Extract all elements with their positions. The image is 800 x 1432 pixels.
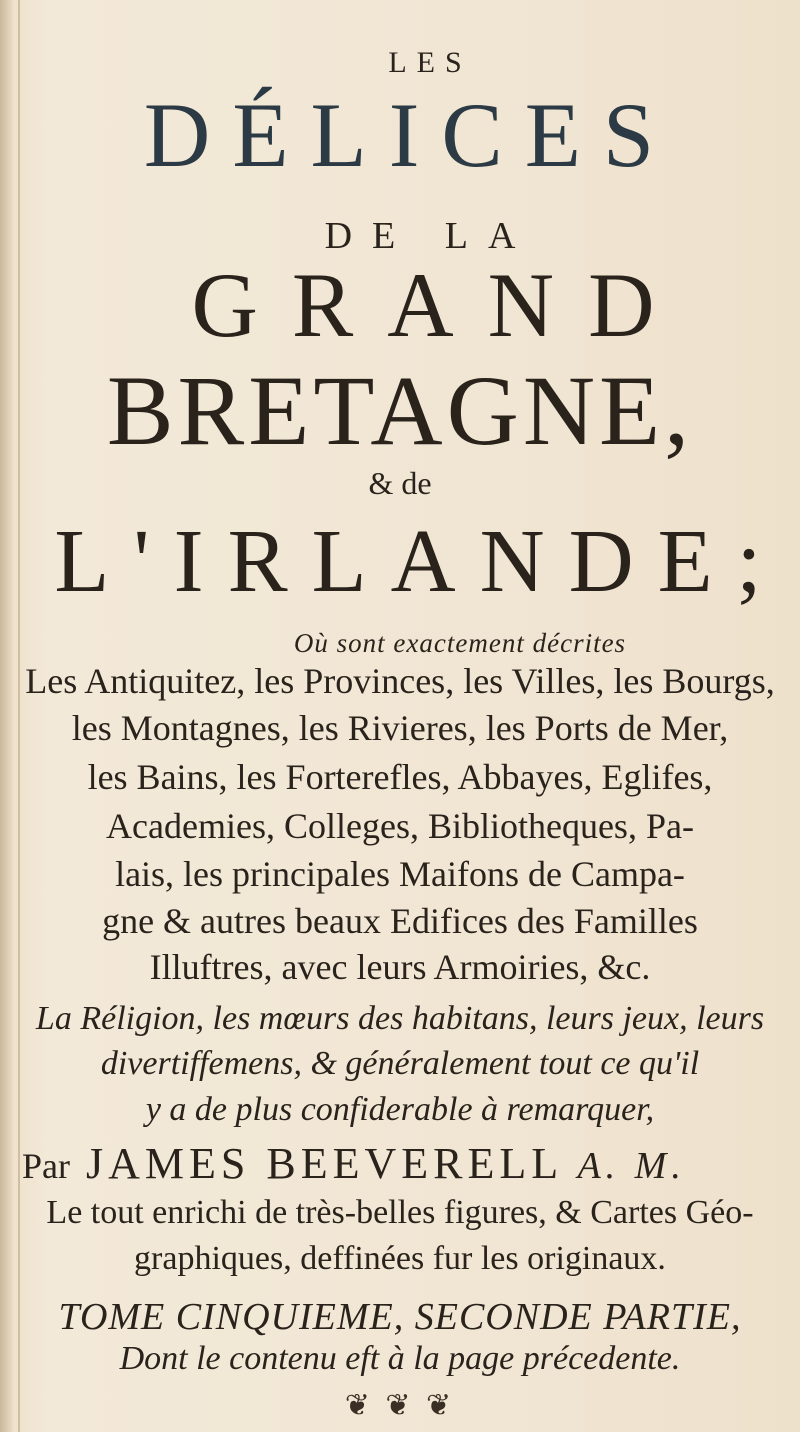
author-name: JAMES BEEVERELL [86, 1139, 562, 1188]
subject-line: gne & autres beaux Edifices des Familles [102, 901, 698, 941]
author-degree: A. M. [577, 1145, 686, 1187]
subject-line: les Montagnes, les Rivieres, les Ports de Mer, [71, 708, 729, 748]
title-delices: DÉLICES [143, 84, 677, 186]
title-et-de: & de [368, 465, 432, 501]
author-par: Par [22, 1146, 70, 1186]
author-line [0, 1138, 800, 1189]
title-irlande: L'IRLANDE; [54, 512, 786, 611]
subject-line: Les Antiquitez, les Provinces, les Villes, les Bourgs, [25, 661, 775, 701]
title-les: LES [388, 46, 472, 79]
religion-line: divertiffemens, & généralement tout ce qu'il [100, 1045, 700, 1082]
subject-line: lais, les principales Maifons de Campa- [115, 854, 685, 894]
enriched-line: Le tout enrichi de très-belles figures, & Cartes Géo- [46, 1194, 754, 1231]
enriched-line: graphiques, deffinées fur les originaux. [134, 1240, 666, 1277]
title-bretagne: BRETAGNE, [106, 355, 694, 466]
religion-line: y a de plus confiderable à remarquer, [145, 1091, 655, 1128]
printer-ornament-icon: ❦ ❦ ❦ [344, 1389, 456, 1422]
title-grand: GRAND [191, 254, 689, 356]
volume-line: TOME CINQUIEME, SECONDE PARTIE, [58, 1296, 742, 1338]
title-de-la: DE LA [324, 215, 536, 257]
subject-line: Academies, Colleges, Bibliotheques, Pa- [106, 806, 694, 846]
subject-line: les Bains, les Forterefles, Abbayes, Eglifes, [87, 757, 713, 797]
intro-line: Où sont exactement décrites [293, 628, 627, 658]
contents-note: Dont le contenu eft à la page précedente. [119, 1340, 681, 1377]
religion-line: La Réligion, les mœurs des habitans, leurs jeux, leurs [35, 1000, 765, 1037]
subject-line: Illuftres, avec leurs Armoiries, &c. [149, 947, 651, 987]
